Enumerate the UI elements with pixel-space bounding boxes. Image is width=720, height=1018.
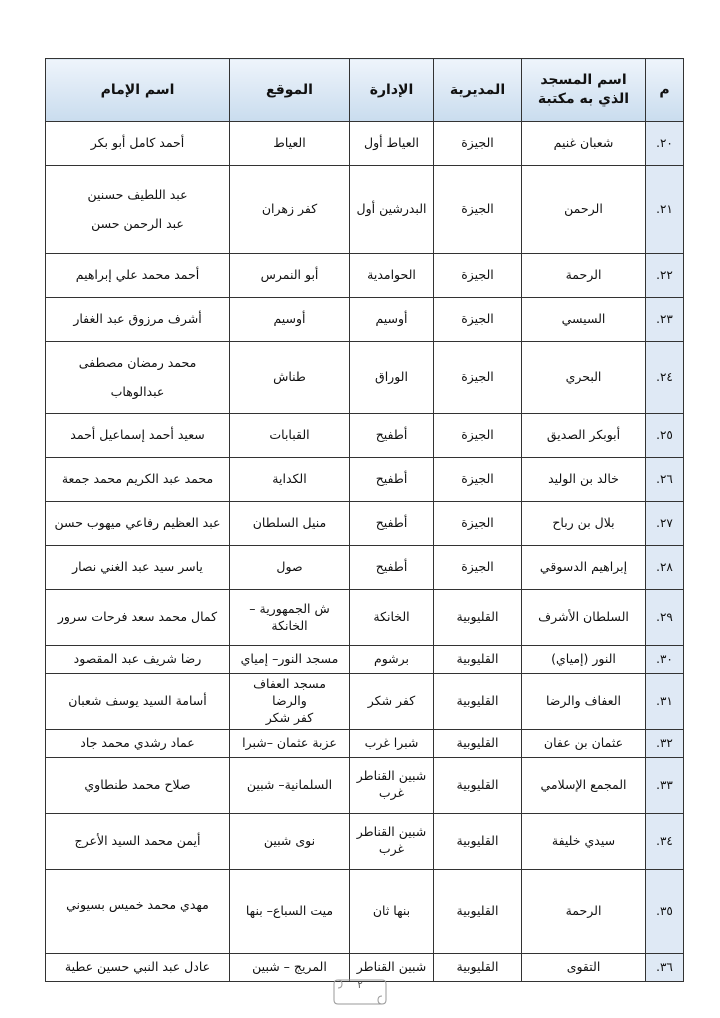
directorate: الجيزة xyxy=(434,166,522,254)
imam-line: عماد رشدي محمد جاد xyxy=(80,734,195,750)
imam-line: أيمن محمد السيد الأعرج xyxy=(74,832,201,848)
imam-name xyxy=(46,729,230,757)
imam-name xyxy=(46,458,230,502)
location-line: القبابات xyxy=(269,427,310,443)
row-number: ٣٥. xyxy=(646,869,684,953)
location-line: مسجد العفاف والرضا xyxy=(253,676,326,708)
location-line: طناش xyxy=(273,369,306,385)
location-line: كفر زهران xyxy=(261,201,318,217)
directorate: الجيزة xyxy=(434,502,522,546)
location xyxy=(230,590,350,646)
location xyxy=(230,458,350,502)
directorate: القليوبية xyxy=(434,953,522,981)
row-number: ٢٢. xyxy=(646,254,684,298)
header-mosque: اسم المسجد الذي به مكتبة xyxy=(522,59,646,122)
imam-line xyxy=(50,920,225,932)
directorate: القليوبية xyxy=(434,729,522,757)
mosque-name: المجمع الإسلامي xyxy=(522,757,646,813)
location xyxy=(230,502,350,546)
administration: أطفيح xyxy=(350,458,434,502)
location-line: العياط xyxy=(273,135,306,151)
location xyxy=(230,757,350,813)
location xyxy=(230,298,350,342)
imam-line: أسامة السيد يوسف شعبان xyxy=(68,692,207,708)
row-number: ٢٣. xyxy=(646,298,684,342)
mosque-name: إبراهيم الدسوقي xyxy=(522,546,646,590)
imam-line: سعيد أحمد إسماعيل أحمد xyxy=(70,427,205,443)
imam-name xyxy=(46,254,230,298)
row-number: ٢٠. xyxy=(646,122,684,166)
imam-line: كمال محمد سعد فرحات سرور xyxy=(57,609,218,625)
table-row xyxy=(46,254,684,298)
table-body xyxy=(46,122,684,982)
administration: بنها ثان xyxy=(350,869,434,953)
imam-name xyxy=(46,757,230,813)
location-line: أوسيم xyxy=(273,311,306,327)
table-row xyxy=(46,298,684,342)
row-number: ٣٦. xyxy=(646,953,684,981)
imam-name xyxy=(46,590,230,646)
header-num: م xyxy=(646,59,684,122)
table-row xyxy=(46,166,684,254)
directorate: الجيزة xyxy=(434,546,522,590)
mosque-name: الرحمن xyxy=(522,166,646,254)
imam-name xyxy=(46,646,230,674)
directorate: الجيزة xyxy=(434,414,522,458)
location-line: مسجد النور– إمياي xyxy=(240,651,339,667)
imam-name xyxy=(46,813,230,869)
administration: شبين القناطر xyxy=(350,953,434,981)
table-row xyxy=(46,546,684,590)
imam-name xyxy=(46,502,230,546)
directorate: الجيزة xyxy=(434,254,522,298)
location xyxy=(230,869,350,953)
administration: الخانكة xyxy=(350,590,434,646)
location-line: الكداية xyxy=(272,471,307,487)
location-line: ش الجمهورية – xyxy=(249,600,330,616)
location-line: نوى شبين xyxy=(263,832,316,848)
imam-line: عبدالوهاب xyxy=(110,383,165,399)
table-row xyxy=(46,342,684,414)
table-row xyxy=(46,646,684,674)
table-row xyxy=(46,458,684,502)
row-number: ٢٨. xyxy=(646,546,684,590)
table-row xyxy=(46,122,684,166)
imam-name xyxy=(46,953,230,981)
mosque-name: شعبان غنيم xyxy=(522,122,646,166)
directorate: القليوبية xyxy=(434,813,522,869)
imam-name xyxy=(46,546,230,590)
row-number: ٣٠. xyxy=(646,646,684,674)
directorate: الجيزة xyxy=(434,122,522,166)
location-line: أبو النمرس xyxy=(260,267,319,283)
imam-line: صلاح محمد طنطاوي xyxy=(84,776,191,792)
imam-line: أشرف مرزوق عبد الغفار xyxy=(73,311,202,327)
mosque-name: عثمان بن عفان xyxy=(522,729,646,757)
imam-line: عبد اللطيف حسنين xyxy=(87,186,188,202)
mosque-name: سيدي خليفة xyxy=(522,813,646,869)
location xyxy=(230,254,350,298)
directorate: الجيزة xyxy=(434,298,522,342)
table-row xyxy=(46,729,684,757)
imam-name xyxy=(46,122,230,166)
mosque-name: النور (إمياي) xyxy=(522,646,646,674)
imam-line: مهدي محمد خميس بسيوني xyxy=(66,896,209,912)
table-row xyxy=(46,813,684,869)
directorate: الجيزة xyxy=(434,458,522,502)
mosque-name: التقوى xyxy=(522,953,646,981)
directorate: القليوبية xyxy=(434,757,522,813)
imam-line: عادل عبد النبي حسين عطية xyxy=(64,958,211,974)
location xyxy=(230,166,350,254)
administration: أطفيح xyxy=(350,546,434,590)
table-row xyxy=(46,757,684,813)
administration: أوسيم xyxy=(350,298,434,342)
table-row xyxy=(46,590,684,646)
directorate: القليوبية xyxy=(434,869,522,953)
header-directorate: المديرية xyxy=(434,59,522,122)
location-line: منيل السلطان xyxy=(252,515,327,531)
row-number: ٢١. xyxy=(646,166,684,254)
page-number: ٢ xyxy=(357,980,363,991)
directorate: الجيزة xyxy=(434,342,522,414)
location xyxy=(230,122,350,166)
imam-line: محمد عبد الكريم محمد جمعة xyxy=(61,471,214,487)
mosque-name: خالد بن الوليد xyxy=(522,458,646,502)
mosque-name: الرحمة xyxy=(522,869,646,953)
imam-line: أحمد محمد علي إبراهيم xyxy=(75,267,200,283)
administration: الوراق xyxy=(350,342,434,414)
directorate: القليوبية xyxy=(434,590,522,646)
location-line: عزبة عثمان –شبرا xyxy=(242,734,337,750)
imam-line: ياسر سيد عبد الغني نصار xyxy=(72,559,203,575)
imam-name xyxy=(46,342,230,414)
row-number: ٢٩. xyxy=(646,590,684,646)
administration: أطفيح xyxy=(350,502,434,546)
row-number: ٣١. xyxy=(646,674,684,730)
mosque-name: البحري xyxy=(522,342,646,414)
imam-line: عبد الرحمن حسن xyxy=(91,215,184,231)
header-location: الموقع xyxy=(230,59,350,122)
administration: شبرا غرب xyxy=(350,729,434,757)
table-row xyxy=(46,502,684,546)
mosque-name: بلال بن رباح xyxy=(522,502,646,546)
header-imam: اسم الإمام xyxy=(46,59,230,122)
mosque-name: السيسي xyxy=(522,298,646,342)
imam-line: محمد رمضان مصطفى xyxy=(78,354,197,370)
administration: البدرشين أول xyxy=(350,166,434,254)
mosque-name: أبوبكر الصديق xyxy=(522,414,646,458)
mosque-name: الرحمة xyxy=(522,254,646,298)
administration: برشوم xyxy=(350,646,434,674)
row-number: ٣٣. xyxy=(646,757,684,813)
table-row xyxy=(46,869,684,953)
table-row xyxy=(46,414,684,458)
location-line: المريج – شبين xyxy=(252,958,327,974)
mosque-name: العفاف والرضا xyxy=(522,674,646,730)
location xyxy=(230,729,350,757)
row-number: ٣٤. xyxy=(646,813,684,869)
location-line: ميت السباع– بنها xyxy=(245,902,334,918)
administration: الحوامدية xyxy=(350,254,434,298)
location-line: صول xyxy=(276,559,303,575)
location xyxy=(230,546,350,590)
header-administration: الإدارة xyxy=(350,59,434,122)
location xyxy=(230,342,350,414)
location xyxy=(230,674,350,730)
administration: كفر شكر xyxy=(350,674,434,730)
imam-name xyxy=(46,166,230,254)
location-line: السلمانية– شبين xyxy=(246,776,333,792)
imam-line: أحمد كامل أبو بكر xyxy=(90,135,185,151)
administration: العياط أول xyxy=(350,122,434,166)
imam-name xyxy=(46,414,230,458)
administration: أطفيح xyxy=(350,414,434,458)
administration: شبين القناطر غرب xyxy=(350,757,434,813)
imam-name xyxy=(46,869,230,953)
page-number-scroll xyxy=(330,974,390,1008)
table-header-row xyxy=(46,59,684,122)
imam-line: عبد العظيم رفاعي ميهوب حسن xyxy=(54,515,221,531)
mosques-table xyxy=(45,58,684,982)
location-line: الخانكة xyxy=(271,617,308,633)
imam-line: رضا شريف عبد المقصود xyxy=(73,651,202,667)
directorate: القليوبية xyxy=(434,646,522,674)
table-row xyxy=(46,674,684,730)
row-number: ٢٦. xyxy=(646,458,684,502)
location xyxy=(230,414,350,458)
imam-name xyxy=(46,674,230,730)
location xyxy=(230,813,350,869)
row-number: ٣٢. xyxy=(646,729,684,757)
imam-name xyxy=(46,298,230,342)
location xyxy=(230,646,350,674)
row-number: ٢٧. xyxy=(646,502,684,546)
administration: شبين القناطر غرب xyxy=(350,813,434,869)
directorate: القليوبية xyxy=(434,674,522,730)
location-line: كفر شكر xyxy=(265,709,314,725)
row-number: ٢٤. xyxy=(646,342,684,414)
mosque-name: السلطان الأشرف xyxy=(522,590,646,646)
row-number: ٢٥. xyxy=(646,414,684,458)
